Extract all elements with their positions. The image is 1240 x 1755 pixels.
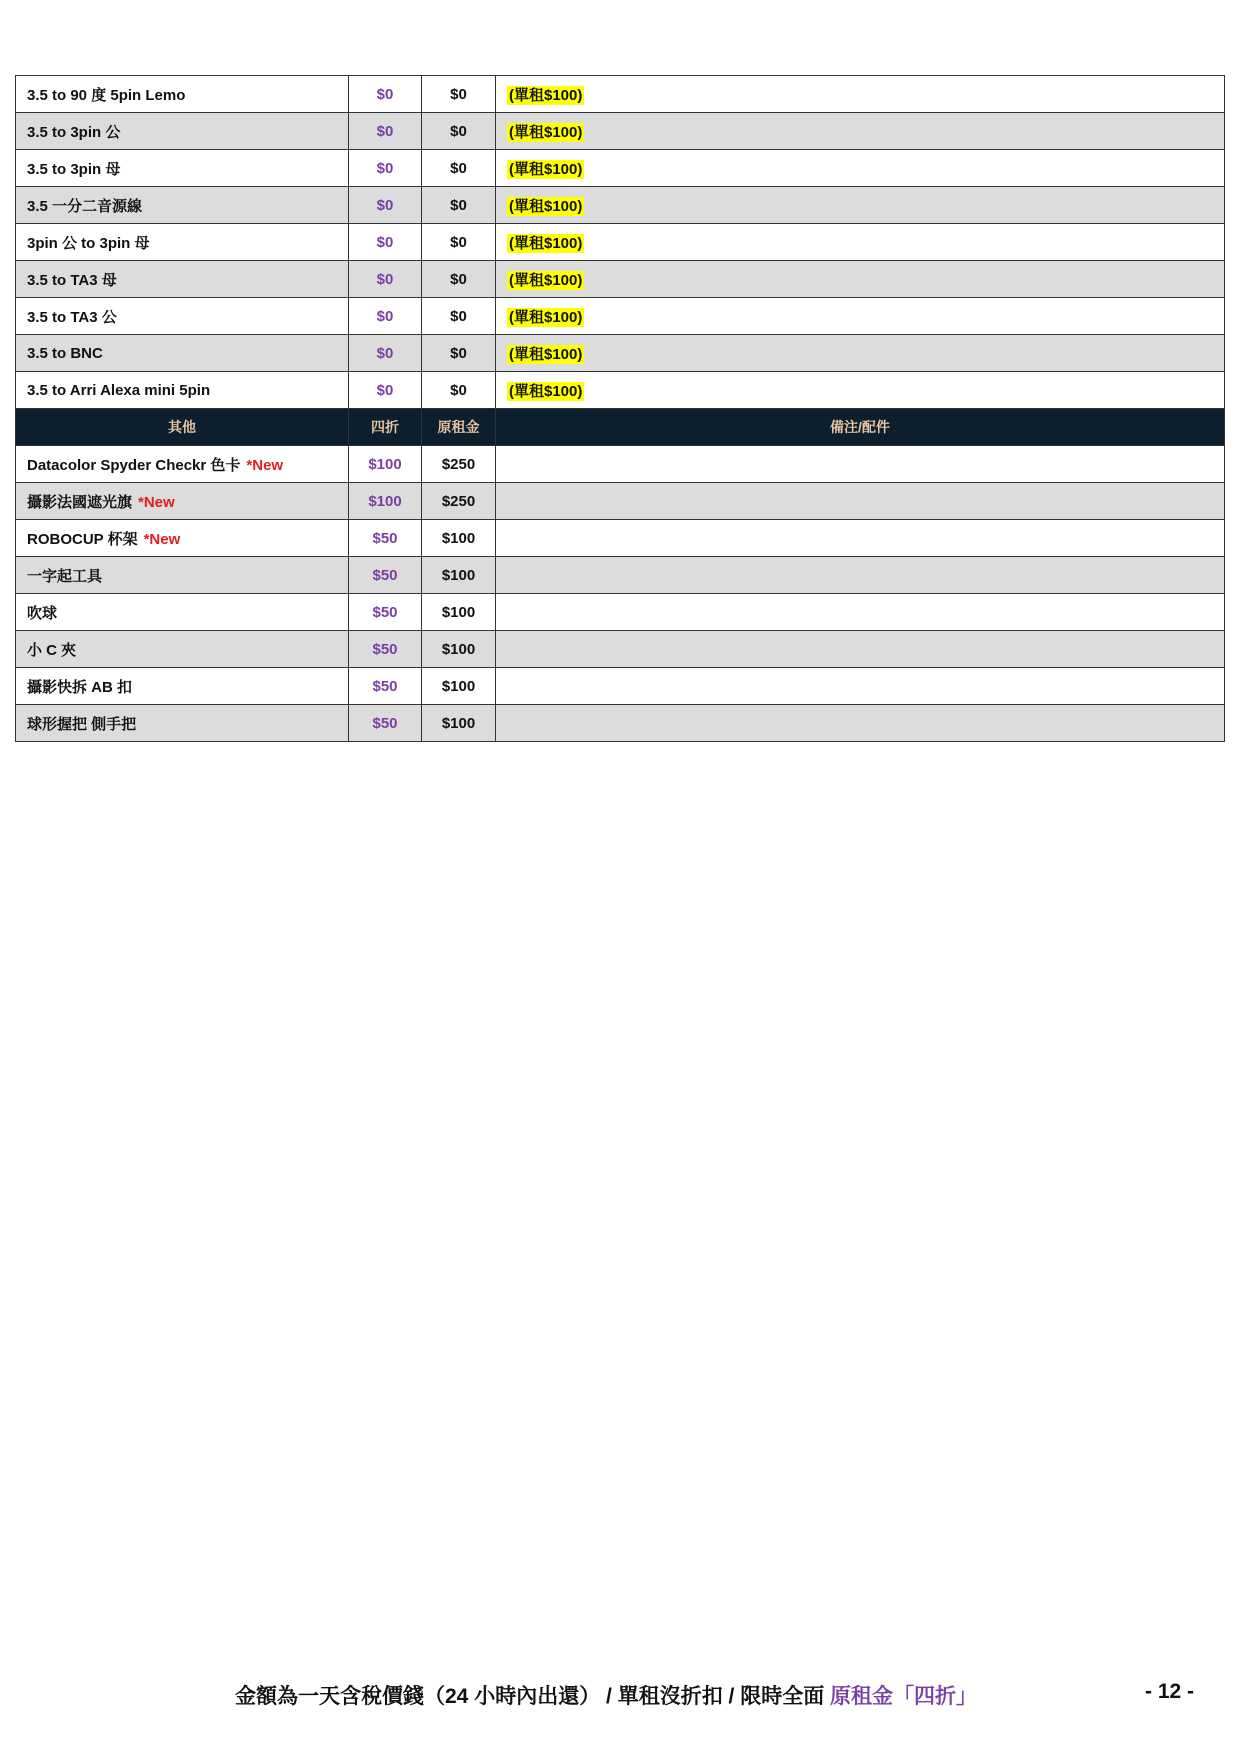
- table-row: [16, 187, 1225, 224]
- item-name: 3.5 to Arri Alexa mini 5pin: [16, 372, 349, 409]
- single-rent-note: (單租$100): [509, 86, 583, 104]
- item-name: 3.5 一分二音源線: [16, 187, 349, 224]
- discount-price: $50: [349, 705, 422, 742]
- header-original: 原租金: [422, 409, 496, 446]
- item-name: 3.5 to 90 度 5pin Lemo: [16, 76, 349, 113]
- discount-price: $0: [349, 372, 422, 409]
- table-row: [16, 594, 1225, 631]
- single-rent-note: (單租$100): [509, 271, 583, 289]
- original-price: $100: [422, 705, 496, 742]
- discount-price: $100: [349, 446, 422, 483]
- pricing-footnote: [235, 1680, 977, 1710]
- original-price: $100: [422, 631, 496, 668]
- original-price: $0: [422, 372, 496, 409]
- original-price: $0: [422, 298, 496, 335]
- note-cell: [496, 631, 1225, 668]
- table-row: [16, 150, 1225, 187]
- footnote-accent: 原租金「四折」: [830, 1685, 978, 1708]
- single-rent-note: (單租$100): [509, 197, 583, 215]
- item-name: 3pin 公 to 3pin 母: [16, 224, 349, 261]
- table-row: [16, 224, 1225, 261]
- discount-price: $0: [349, 298, 422, 335]
- item-name: 3.5 to 3pin 公: [16, 113, 349, 150]
- item-name: 3.5 to BNC: [16, 335, 349, 372]
- original-price: $250: [422, 483, 496, 520]
- note-cell: [496, 446, 1225, 483]
- discount-price: $0: [349, 224, 422, 261]
- original-price: $0: [422, 261, 496, 298]
- note-cell: [496, 76, 1225, 113]
- item-name: 吹球: [16, 594, 349, 631]
- item-name: 3.5 to 3pin 母: [16, 150, 349, 187]
- item-name: 3.5 to TA3 母: [16, 261, 349, 298]
- table-row: [16, 520, 1225, 557]
- note-cell: [496, 224, 1225, 261]
- item-name-cell: [16, 520, 349, 557]
- note-cell: [496, 520, 1225, 557]
- discount-price: $50: [349, 668, 422, 705]
- original-price: $100: [422, 668, 496, 705]
- discount-price: $0: [349, 335, 422, 372]
- table-row: [16, 76, 1225, 113]
- discount-price: $50: [349, 594, 422, 631]
- original-price: $0: [422, 150, 496, 187]
- note-cell: [496, 261, 1225, 298]
- table-row: [16, 335, 1225, 372]
- discount-price: $0: [349, 76, 422, 113]
- note-cell: [496, 483, 1225, 520]
- discount-price: $50: [349, 520, 422, 557]
- item-name: 攝影法國遮光旗: [27, 493, 133, 511]
- single-rent-note: (單租$100): [509, 345, 583, 363]
- table-row: [16, 113, 1225, 150]
- note-cell: [496, 113, 1225, 150]
- discount-price: $50: [349, 631, 422, 668]
- original-price: $0: [422, 113, 496, 150]
- note-cell: [496, 298, 1225, 335]
- discount-price: $0: [349, 261, 422, 298]
- note-cell: [496, 187, 1225, 224]
- new-badge: *New: [246, 456, 284, 474]
- header-discount: 四折: [349, 409, 422, 446]
- single-rent-note: (單租$100): [509, 160, 583, 178]
- table-row: [16, 483, 1225, 520]
- item-name: ROBOCUP 杯架: [27, 530, 138, 548]
- single-rent-note: (單租$100): [509, 123, 583, 141]
- header-note: 備注/配件: [496, 409, 1225, 446]
- table-row: [16, 557, 1225, 594]
- single-rent-note: (單租$100): [509, 308, 583, 326]
- note-cell: [496, 335, 1225, 372]
- original-price: $0: [422, 187, 496, 224]
- original-price: $100: [422, 520, 496, 557]
- table-row: [16, 261, 1225, 298]
- discount-price: $100: [349, 483, 422, 520]
- item-name-cell: [16, 483, 349, 520]
- new-badge: *New: [143, 530, 181, 548]
- note-cell: [496, 594, 1225, 631]
- page-footer: [0, 1680, 1240, 1710]
- item-name: Datacolor Spyder Checkr 色卡: [27, 456, 241, 474]
- original-price: $0: [422, 335, 496, 372]
- note-cell: [496, 372, 1225, 409]
- item-name: 一字起工具: [16, 557, 349, 594]
- new-badge: *New: [138, 493, 175, 511]
- original-price: $100: [422, 594, 496, 631]
- table-row: [16, 631, 1225, 668]
- note-cell: [496, 557, 1225, 594]
- single-rent-note: (單租$100): [509, 382, 583, 400]
- original-price: $250: [422, 446, 496, 483]
- note-cell: [496, 668, 1225, 705]
- item-name-cell: [16, 446, 349, 483]
- original-price: $0: [422, 224, 496, 261]
- item-name: 攝影快拆 AB 扣: [16, 668, 349, 705]
- table-row: [16, 372, 1225, 409]
- note-cell: [496, 150, 1225, 187]
- original-price: $0: [422, 76, 496, 113]
- table-row: [16, 446, 1225, 483]
- note-cell: [496, 705, 1225, 742]
- discount-price: $0: [349, 150, 422, 187]
- table-row: [16, 668, 1225, 705]
- price-table: [15, 75, 1225, 742]
- table-row: [16, 705, 1225, 742]
- item-name: 3.5 to TA3 公: [16, 298, 349, 335]
- original-price: $100: [422, 557, 496, 594]
- item-name: 小 C 夾: [16, 631, 349, 668]
- header-category: 其他: [16, 409, 349, 446]
- discount-price: $50: [349, 557, 422, 594]
- item-name: 球形握把 側手把: [16, 705, 349, 742]
- section-header-row: [16, 409, 1225, 446]
- discount-price: $0: [349, 187, 422, 224]
- discount-price: $0: [349, 113, 422, 150]
- single-rent-note: (單租$100): [509, 234, 583, 252]
- page-number: - 12 -: [1145, 1680, 1195, 1703]
- footnote-text: 金額為一天含稅價錢（24 小時內出還） / 單租沒折扣 / 限時全面: [235, 1685, 831, 1708]
- table-row: [16, 298, 1225, 335]
